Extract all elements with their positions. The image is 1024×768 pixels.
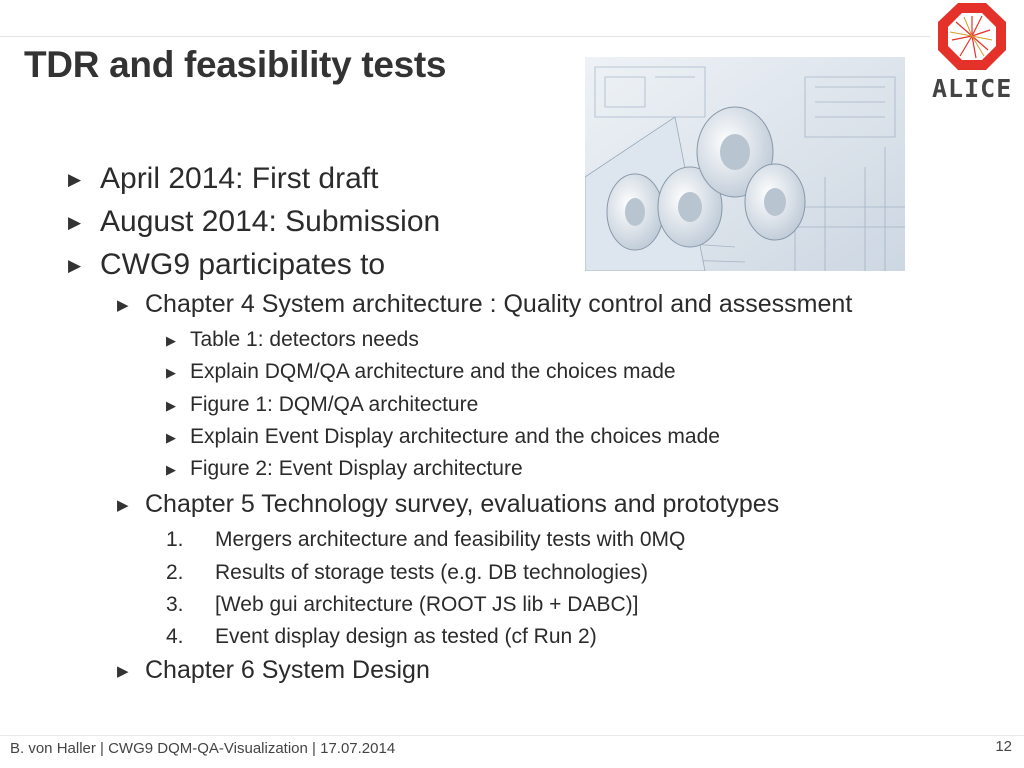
triangle-bullet-icon: ▶ xyxy=(68,213,82,232)
bullet-text: Figure 1: DQM/QA architecture xyxy=(190,393,479,416)
header-divider xyxy=(0,36,930,37)
logo-text: ALICE xyxy=(932,74,1013,103)
bullet-text: August 2014: Submission xyxy=(100,205,441,238)
bullet-text: Chapter 5 Technology survey, evaluations and prototypes xyxy=(145,490,780,518)
footer-divider xyxy=(0,735,1024,736)
bullet-text: Figure 2: Event Display architecture xyxy=(190,457,523,480)
list-item xyxy=(166,360,676,384)
bullet-text: April 2014: First draft xyxy=(100,162,379,195)
bullet-text: CWG9 participates to xyxy=(100,248,386,281)
list-item xyxy=(166,328,419,352)
list-item xyxy=(166,457,523,481)
triangle-bullet-icon: ▶ xyxy=(166,462,176,477)
list-item xyxy=(166,425,720,449)
item-text: [Web gui architecture (ROOT JS lib + DABC)] xyxy=(215,593,639,616)
list-item xyxy=(117,656,430,685)
numbered-item xyxy=(166,593,638,617)
page-number: 12 xyxy=(995,738,1012,755)
bullet-text: Chapter 6 System Design xyxy=(145,656,430,684)
bullet-text: Explain DQM/QA architecture and the choices made xyxy=(190,360,676,383)
slide-title: TDR and feasibility tests xyxy=(24,44,447,85)
triangle-bullet-icon: ▶ xyxy=(117,663,129,680)
numbered-item xyxy=(166,625,597,649)
triangle-bullet-icon: ▶ xyxy=(166,333,176,348)
item-number: 2. xyxy=(166,561,184,584)
item-number: 3. xyxy=(166,593,184,616)
item-number: 4. xyxy=(166,625,184,648)
triangle-bullet-icon: ▶ xyxy=(68,256,82,275)
footer-text: B. von Haller | CWG9 DQM-QA-Visualization | 17.07.2014 xyxy=(10,740,396,757)
bullet-text: Explain Event Display architecture and the choices made xyxy=(190,425,720,448)
triangle-bullet-icon: ▶ xyxy=(68,170,82,189)
triangle-bullet-icon: ▶ xyxy=(166,430,176,445)
triangle-bullet-icon: ▶ xyxy=(166,398,176,413)
item-number: 1. xyxy=(166,528,184,551)
list-item xyxy=(117,490,779,519)
item-text: Results of storage tests (e.g. DB technologies) xyxy=(215,561,649,584)
bullet-text: Chapter 4 System architecture : Quality control and assessment xyxy=(145,290,853,318)
list-item xyxy=(68,205,440,239)
item-text: Mergers architecture and feasibility tests with 0MQ xyxy=(215,528,686,551)
list-item xyxy=(166,393,478,417)
triangle-bullet-icon: ▶ xyxy=(166,365,176,380)
numbered-item xyxy=(166,528,685,552)
triangle-bullet-icon: ▶ xyxy=(117,297,129,314)
blueprints-image xyxy=(585,57,905,271)
numbered-item xyxy=(166,561,648,585)
blueprints-image-drawing xyxy=(585,57,905,271)
list-item xyxy=(68,248,385,282)
list-item xyxy=(117,290,852,319)
bullet-text: Table 1: detectors needs xyxy=(190,328,419,351)
triangle-bullet-icon: ▶ xyxy=(117,497,129,514)
item-text: Event display design as tested (cf Run 2) xyxy=(215,625,597,648)
list-item xyxy=(68,162,378,196)
